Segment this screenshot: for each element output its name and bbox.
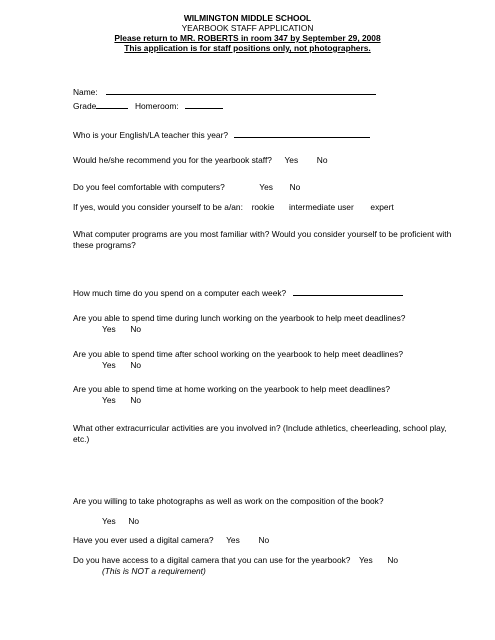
return-note: Please return to MR. ROBERTS in room 347 by September 29, 2008 [114, 33, 381, 43]
staff-note: This application is for staff positions only, not photographers. [124, 43, 371, 53]
recommend-row [73, 155, 328, 166]
lunch-question: Are you able to spend time during lunch working on the yearbook to help meet deadlines? [73, 313, 406, 323]
after-school-question: Are you able to spend time after school working on the yearbook to help meet deadlines? [73, 349, 404, 359]
comfortable-row [73, 182, 300, 193]
time-field[interactable] [293, 286, 403, 296]
grade-label: Grade [73, 101, 97, 111]
camera-used-row [73, 535, 269, 546]
camera-used-question: Have you ever used a digital camera? [73, 535, 214, 545]
camera-used-no[interactable]: No [258, 535, 270, 545]
lunch-no[interactable]: No [130, 324, 142, 334]
photos-no[interactable]: No [128, 516, 140, 526]
photos-question: Are you willing to take photographs as well as work on the composition of the book? [73, 496, 384, 506]
recommend-yes[interactable]: Yes [284, 155, 299, 165]
level-rookie[interactable]: rookie [251, 202, 275, 212]
camera-access-no[interactable]: No [387, 555, 399, 565]
lunch-row [73, 313, 405, 335]
camera-used-yes[interactable]: Yes [226, 535, 240, 545]
homeroom-field[interactable] [185, 99, 223, 109]
teacher-row [73, 128, 370, 141]
home-no[interactable]: No [130, 395, 142, 405]
document-header [0, 13, 495, 53]
level-question: If yes, would you consider yourself to be a/an: [73, 202, 243, 212]
comfortable-no[interactable]: No [289, 182, 301, 192]
level-row [73, 202, 394, 213]
level-expert[interactable]: expert [370, 202, 394, 212]
camera-access-note: (This is NOT a requirement) [102, 566, 206, 576]
name-field[interactable] [106, 85, 376, 95]
teacher-question: Who is your English/LA teacher this year? [73, 130, 229, 140]
form-title: YEARBOOK STAFF APPLICATION [181, 23, 314, 33]
time-question: How much time do you spend on a computer each week? [73, 288, 287, 298]
activities-question: What other extracurricular activities are you involved in? (Include athletics, cheerleading, school play, etc.) [73, 423, 447, 444]
photos-row [73, 496, 384, 507]
name-row [73, 85, 376, 98]
home-row [73, 384, 390, 406]
camera-access-row [73, 555, 398, 577]
teacher-field[interactable] [234, 128, 370, 138]
name-label: Name: [73, 87, 98, 97]
home-question: Are you able to spend time at home working on the yearbook to help meet deadlines? [73, 384, 391, 394]
lunch-yes[interactable]: Yes [102, 324, 116, 334]
camera-access-question: Do you have access to a digital camera that you can use for the yearbook? [73, 555, 351, 565]
time-row [73, 286, 403, 299]
after-school-no[interactable]: No [130, 360, 142, 370]
level-intermediate[interactable]: intermediate user [289, 202, 354, 212]
camera-access-yes[interactable]: Yes [358, 555, 373, 565]
after-school-yes[interactable]: Yes [102, 360, 116, 370]
photos-yes[interactable]: Yes [102, 516, 116, 526]
recommend-question: Would he/she recommend you for the yearbook staff? [73, 155, 272, 165]
grade-field[interactable] [96, 99, 128, 109]
recommend-no[interactable]: No [316, 155, 328, 165]
school-name: WILMINGTON MIDDLE SCHOOL [183, 13, 312, 23]
after-school-row [73, 349, 403, 371]
comfortable-question: Do you feel comfortable with computers? [73, 182, 225, 192]
home-yes[interactable]: Yes [102, 395, 116, 405]
comfortable-yes[interactable]: Yes [259, 182, 273, 192]
photos-answers [73, 516, 139, 527]
homeroom-label: Homeroom: [134, 101, 179, 111]
programs-question: What computer programs are you most familiar with? Would you consider yourself to be proficient with these programs? [73, 229, 452, 250]
grade-row [73, 99, 223, 112]
